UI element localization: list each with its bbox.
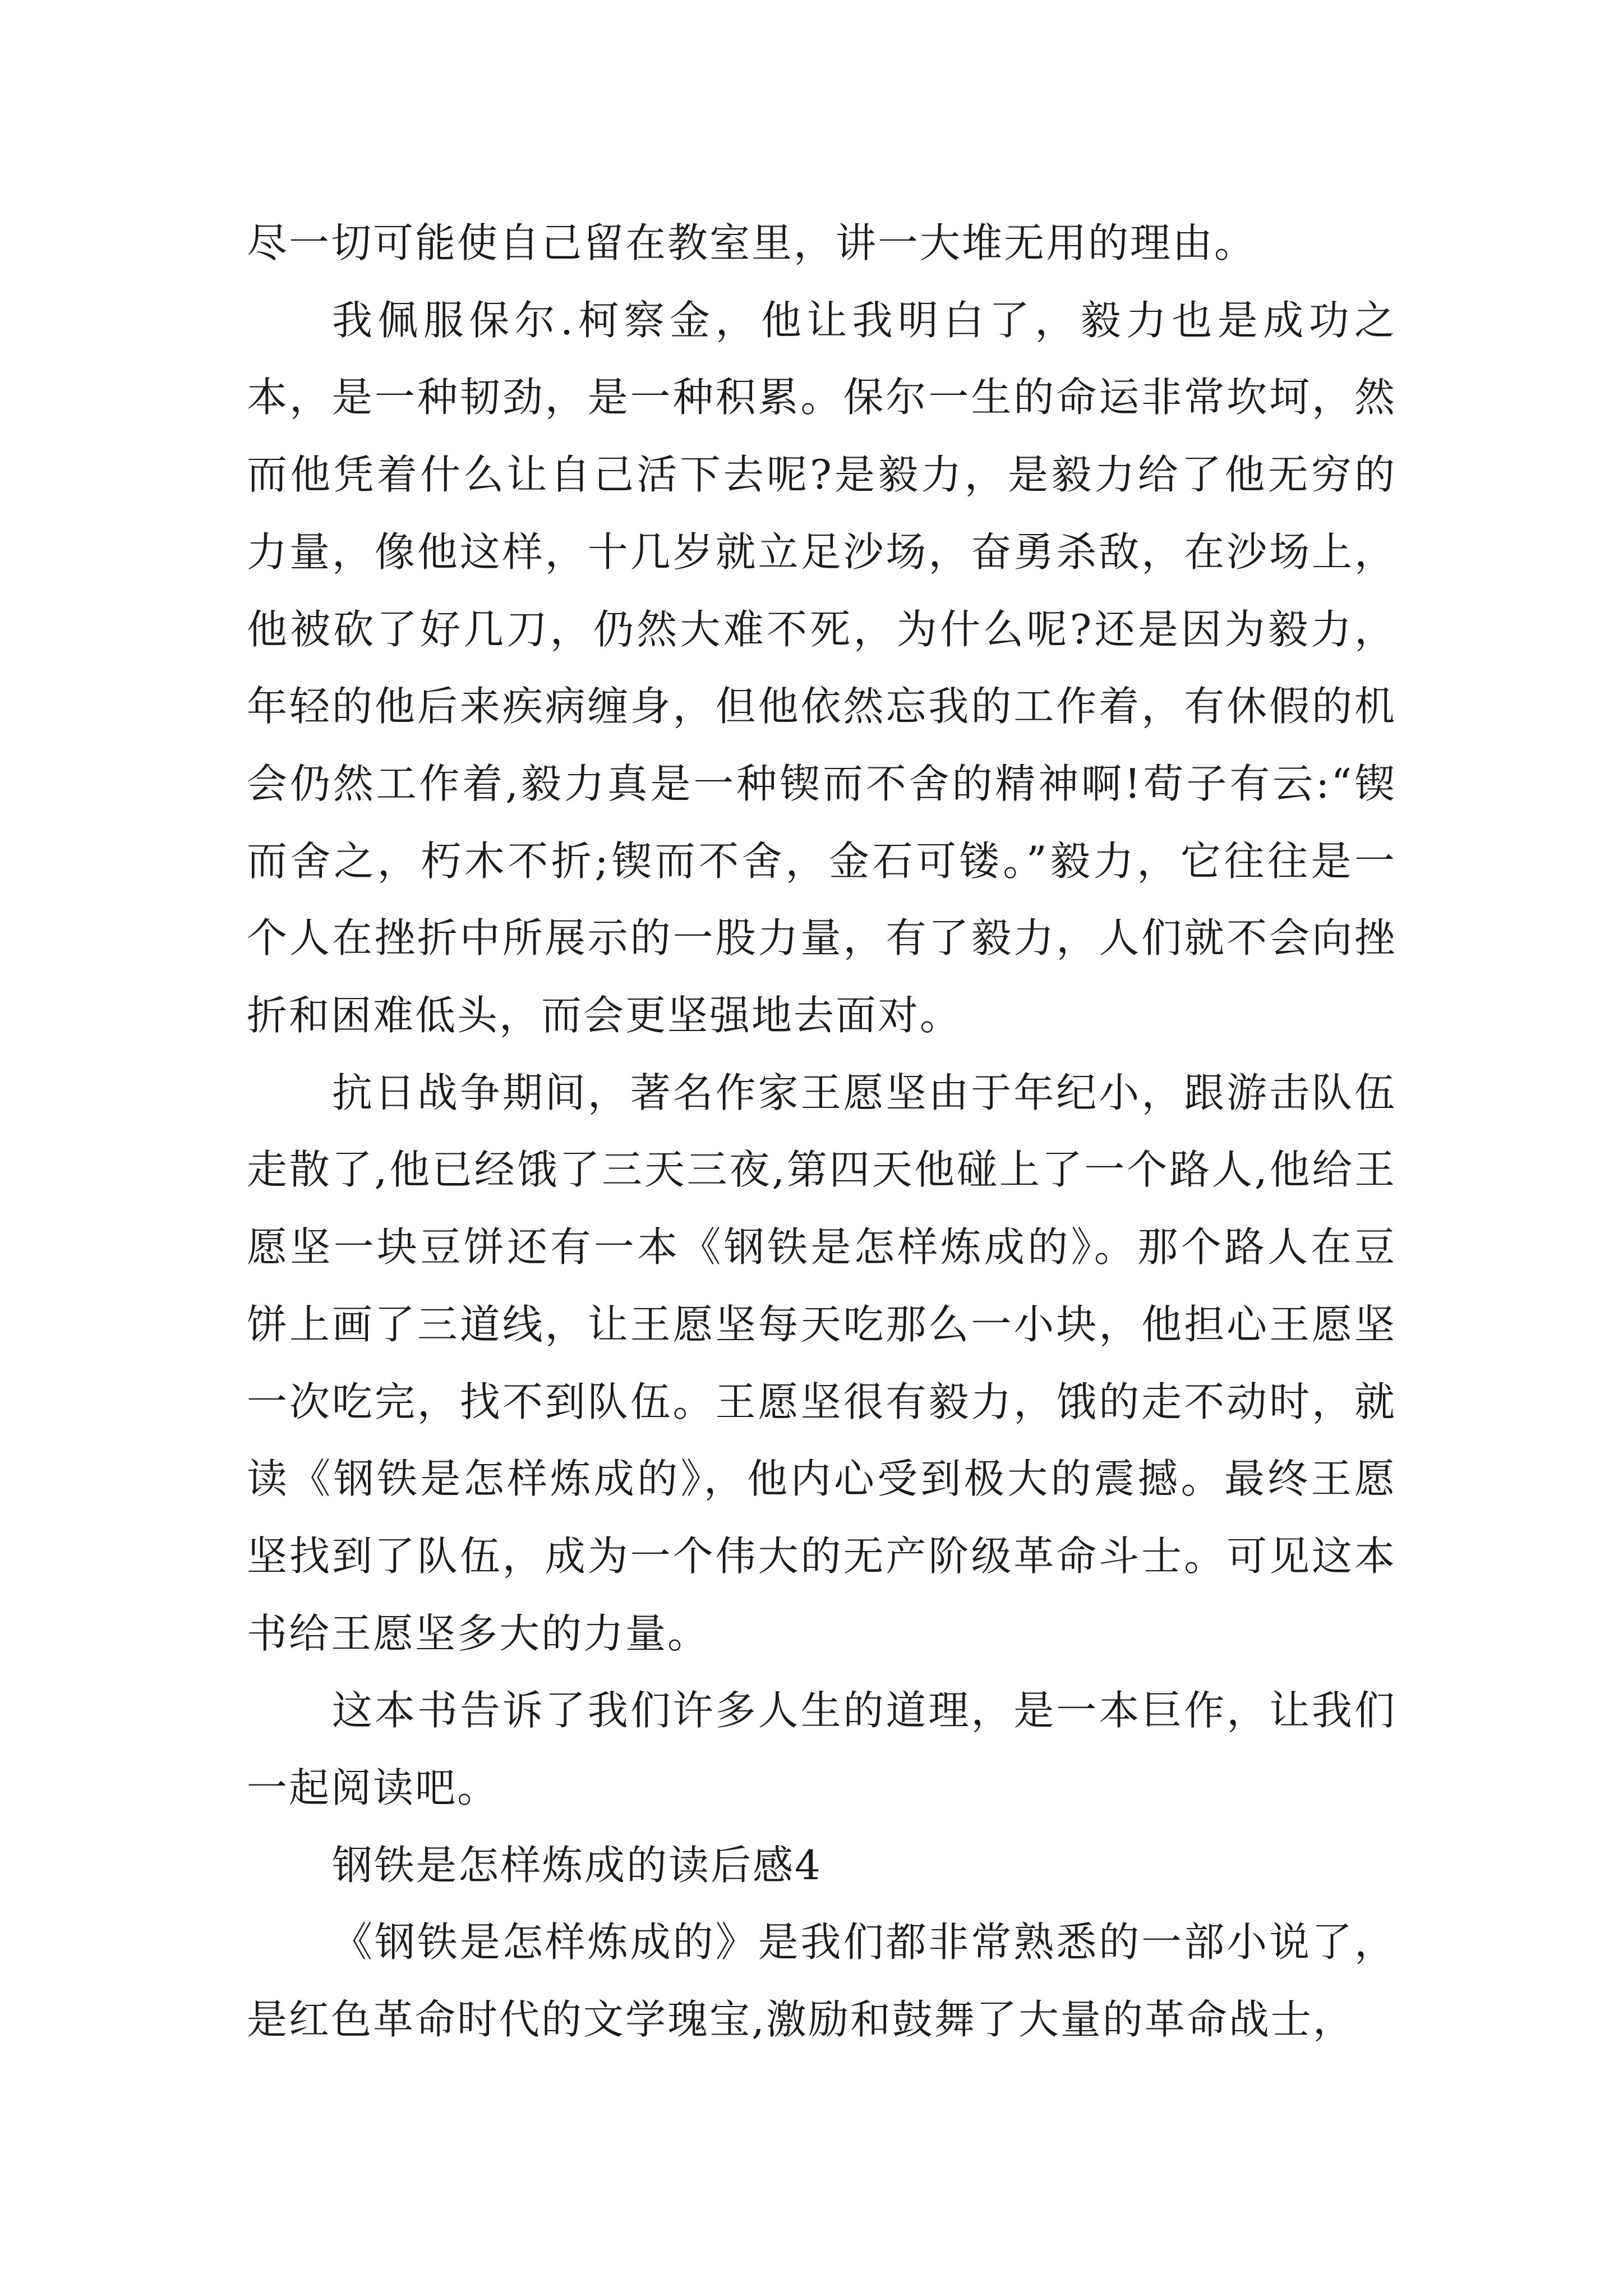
paragraph-3: 抗日战争期间，著名作家王愿坚由于年纪小，跟游击队伍走散了,他已经饿了三天三夜,第四天他碰上了一个路人,他给王愿坚一块豆饼还有一本《钢铁是怎样炼成的》。那个路人在豆饼上画了三道线，让王愿坚每天吃那么一小块，他担心王愿坚一次吃完，找不到队伍。王愿坚很有毅力，饿的走不动时，就读《钢铁是怎样炼成的》，他内心受到极大的震撼。最终王愿坚找到了队伍，成为一个伟大的无产阶级革命斗士。可见这本书给王愿坚多大的力量。 <box>247 1069 1396 1657</box>
document-body <box>247 205 1396 2059</box>
paragraph-5: 《钢铁是怎样炼成的》是我们都非常熟悉的一部小说了，是红色革命时代的文学瑰宝,激励和鼓舞了大量的革命战士， <box>247 1918 1396 2044</box>
paragraph-1: 尽一切可能使自己留在教室里，讲一大堆无用的理由。 <box>247 219 1257 266</box>
section-heading: 钢铁是怎样炼成的读后感4 <box>332 1841 822 1889</box>
paragraph-4: 这本书告诉了我们许多人生的道理，是一本巨作，让我们一起阅读吧。 <box>247 1687 1396 1812</box>
paragraph-2: 我佩服保尔.柯察金，他让我明白了，毅力也是成功之本，是一种韧劲，是一种积累。保尔一生的命运非常坎坷，然而他凭着什么让自己活下去呢?是毅力，是毅力给了他无穷的力量，像他这样，十几岁就立足沙场，奋勇杀敌，在沙场上，他被砍了好几刀，仍然大难不死，为什么呢?还是因为毅力，年轻的他后来疾病缠身，但他依然忘我的工作着，有休假的机会仍然工作着,毅力真是一种锲而不舍的精神啊!荀子有云:“锲而舍之，朽木不折;锲而不舍，金石可镂。”毅力，它往往是一个人在挫折中所展示的一股力量，有了毅力，人们就不会向挫折和困难低头，而会更坚强地去面对。 <box>247 296 1396 1039</box>
